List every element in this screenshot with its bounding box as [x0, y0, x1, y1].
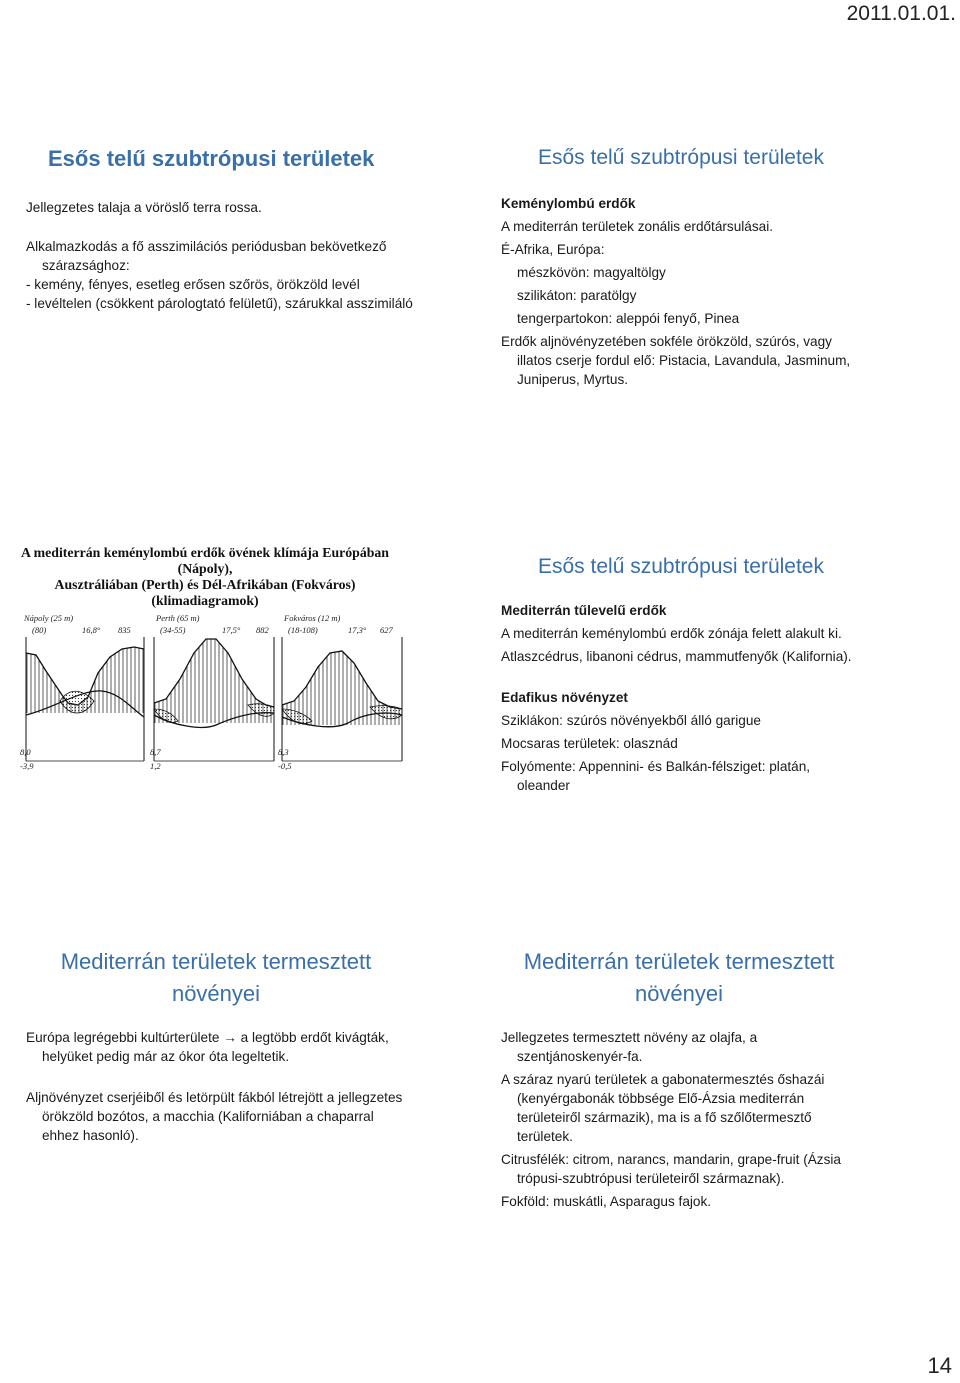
section-heading: Edafikus növényzet	[501, 690, 628, 705]
precip-label: 882	[256, 625, 269, 635]
slide-title: Esős telű szubtrópusi területek	[538, 555, 824, 578]
years-label: (34-55)	[160, 625, 186, 635]
paragraph: Aljnövényzet cserjéiből és letörpült fákból létrejött a jellegzetes örökzöld bozótos, a macchia (Kaliforniában a chaparral ehhez hasonló).	[26, 1090, 403, 1143]
page-number: 14	[927, 1353, 952, 1378]
paragraph: - levéltelen (csökkent párologtató felületű), szárukkal asszimiláló	[26, 296, 413, 311]
section-heading: Mediterrán tűlevelű erdők	[501, 603, 667, 618]
paragraph: É-Afrika, Európa:	[501, 242, 605, 257]
max-temp-label: 8,7	[150, 747, 161, 757]
station-label: Nápoly (25 m)	[24, 613, 74, 623]
paragraph: - kemény, fényes, esetleg erősen szőrös, örökzöld levél	[26, 277, 360, 292]
paragraph: Citrusfélék: citrom, narancs, mandarin, grape-fruit (Ázsia trópusi-szubtrópusi területeiről származnak).	[501, 1152, 841, 1186]
climate-diagram-figure	[2, 545, 408, 785]
climate-diagrams	[2, 613, 408, 785]
figure-title-line: A mediterrán keménylombú erdők övének klímája Európában (Nápoly),	[21, 545, 389, 576]
paragraph: A mediterrán területek zonális erdőtársulásai.	[501, 219, 774, 234]
min-temp-label: 1,2	[150, 761, 161, 771]
slide-title: Mediterrán területek termesztett növényei	[60, 949, 372, 1006]
slide-title: Esős telű szubtrópusi területek	[48, 146, 375, 171]
slide-1	[26, 146, 426, 313]
paragraph: Atlaszcédrus, libanoni cédrus, mammutfenyők (Kalifornia).	[501, 649, 852, 664]
slide-4	[26, 946, 406, 1145]
station-label: Fokváros (12 m)	[284, 613, 341, 623]
paragraph: szilikáton: paratölgy	[517, 288, 637, 303]
paragraph: Mocsaras területek: olasznád	[501, 736, 678, 751]
climate-panel-fokvaros	[278, 613, 402, 771]
max-temp-label: 8,3	[278, 747, 289, 757]
temp-label: 17,3°	[348, 625, 367, 635]
paragraph: Fokföld: muskátli, Asparagus fajok.	[501, 1194, 712, 1209]
paragraph: A száraz nyarú területek a gabonatermesztés őshazái (kenyérgabonák többsége Elő-Ázsia mediterrán területeiről származik), ma is a fő szőlőtermesztő területek.	[501, 1072, 825, 1144]
station-label: Perth (65 m)	[156, 613, 200, 623]
temp-label: 17,5°	[222, 625, 241, 635]
min-temp-label: -3,9	[20, 761, 34, 771]
temp-label: 16,8°	[82, 625, 101, 635]
precip-label: 835	[118, 625, 131, 635]
slide-3	[501, 555, 861, 795]
slide-title: Esős telű szubtrópusi területek	[538, 146, 824, 169]
slide-title: Mediterrán területek termesztett növényei	[523, 949, 835, 1006]
paragraph: A mediterrán keménylombú erdők zónája felett alakult ki.	[501, 626, 842, 641]
min-temp-label: -0,5	[278, 761, 292, 771]
slide-5	[501, 946, 857, 1211]
paragraph: Erdők aljnövényzetében sokféle örökzöld, szúrós, vagy illatos cserje fordul elő: Pistacia, Lavandula, Jasminum, Juniperus, Myrtus.	[501, 334, 851, 387]
climate-panel-perth	[150, 613, 274, 771]
paragraph: Európa legrégebbi kultúrterülete → a legtöbb erdőt kivágták, helyüket pedig már az ókor óta legeltetik.	[26, 1030, 389, 1064]
paragraph: Sziklákon: szúrós növényekből álló garigue	[501, 713, 761, 728]
max-temp-label: 8,0	[20, 747, 31, 757]
precip-label: 627	[380, 625, 393, 635]
paragraph: Jellegzetes talaja a vöröslő terra rossa.	[26, 200, 262, 215]
climate-panel-napoly	[20, 613, 144, 771]
paragraph: mészkövön: magyaltölgy	[517, 265, 666, 280]
date-header: 2011.01.01.	[846, 2, 956, 25]
section-heading: Keménylombú erdők	[501, 196, 636, 211]
paragraph: Alkalmazkodás a fő asszimilációs periódusban bekövetkező szárazsághoz:	[26, 239, 387, 273]
paragraph: Jellegzetes termesztett növény az olajfa, a szentjánoskenyér-fa.	[501, 1030, 758, 1064]
paragraph: Folyómente: Appennini- és Balkán-félsziget: platán, oleander	[501, 759, 811, 793]
paragraph: tengerpartokon: aleppói fenyő, Pinea	[517, 311, 740, 326]
slide-2	[501, 146, 861, 389]
years-label: (18-108)	[288, 625, 318, 635]
figure-title-line: (klimadiagramok)	[151, 593, 259, 608]
figure-title-line: Ausztráliában (Perth) és Dél-Afrikában (Fokváros)	[54, 577, 356, 592]
years-label: (80)	[32, 625, 47, 635]
